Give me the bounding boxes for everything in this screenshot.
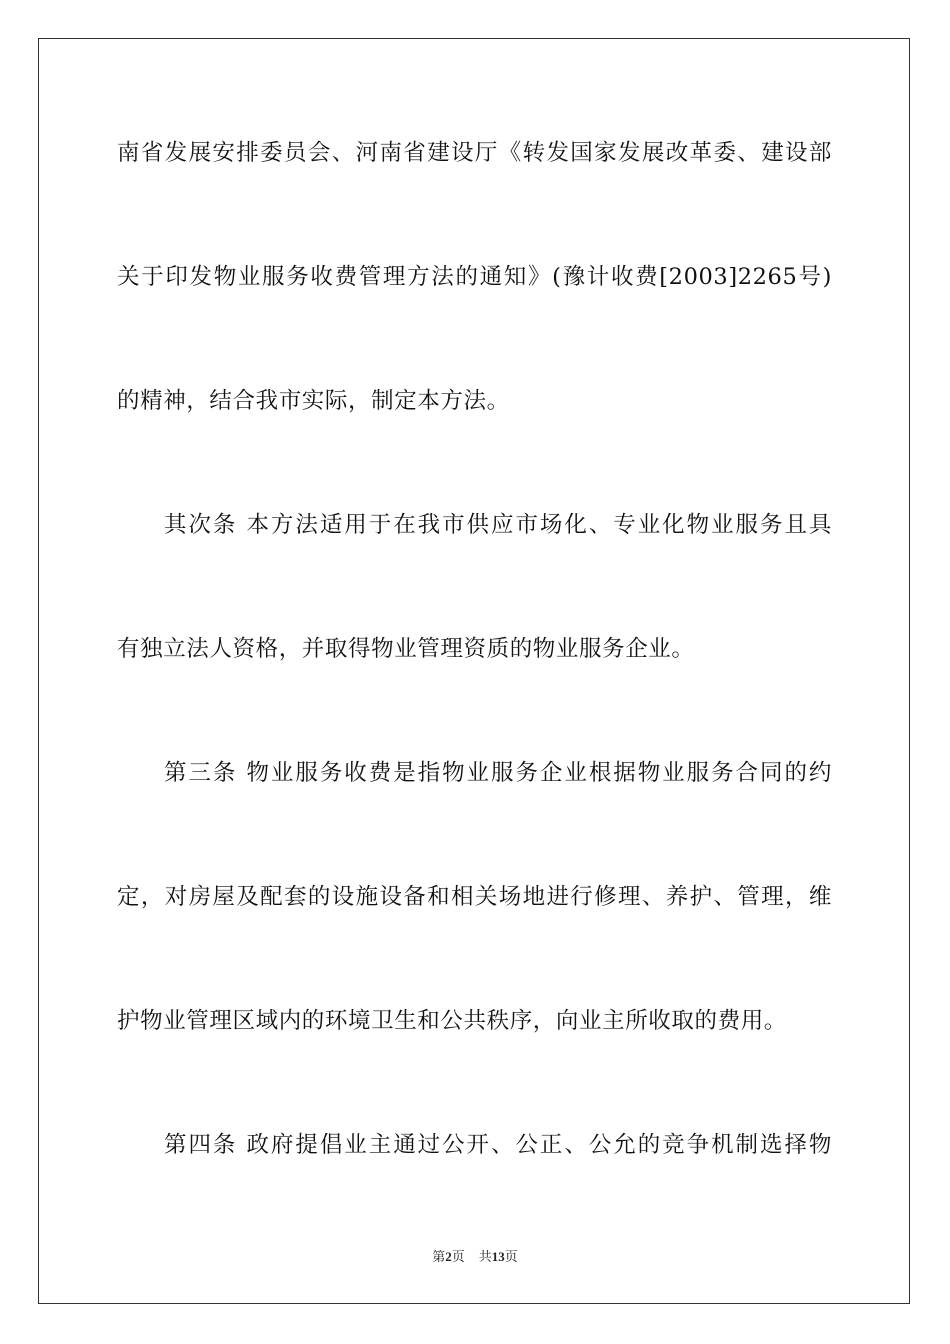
- footer-page-number: 2: [445, 1249, 452, 1264]
- page-border: [38, 38, 910, 1304]
- article-3-line-2: 定，对房屋及配套的设施设备和相关场地进行修理、养护、管理，维: [117, 884, 832, 910]
- footer-total-suffix: 页: [504, 1250, 518, 1265]
- article-3-line-1: 第三条 物业服务收费是指物业服务企业根据物业服务合同的约: [164, 760, 832, 786]
- body-line-3: 的精神，结合我市实际，制定本方法。: [117, 388, 510, 414]
- article-4-line-1: 第四条 政府提倡业主通过公开、公正、公允的竞争机制选择物: [164, 1132, 832, 1158]
- article-3-line-3: 护物业管理区域内的环境卫生和公共秩序，向业主所收取的费用。: [117, 1008, 787, 1034]
- footer-page-prefix: 第: [432, 1250, 446, 1265]
- footer-page-suffix: 页: [451, 1250, 465, 1265]
- article-2-line-2: 有独立法人资格，并取得物业管理资质的物业服务企业。: [117, 636, 695, 662]
- footer-total-pages: 13: [491, 1249, 505, 1264]
- body-line-2: 关于印发物业服务收费管理方法的通知》(豫计收费[2003]2265号): [117, 264, 832, 290]
- page-footer: [0, 1248, 950, 1267]
- footer-total-prefix: 共: [478, 1250, 492, 1265]
- article-2-line-1: 其次条 本方法适用于在我市供应市场化、专业化物业服务且具: [164, 512, 832, 538]
- body-line-1: 南省发展安排委员会、河南省建设厅《转发国家发展改革委、建设部: [117, 140, 832, 166]
